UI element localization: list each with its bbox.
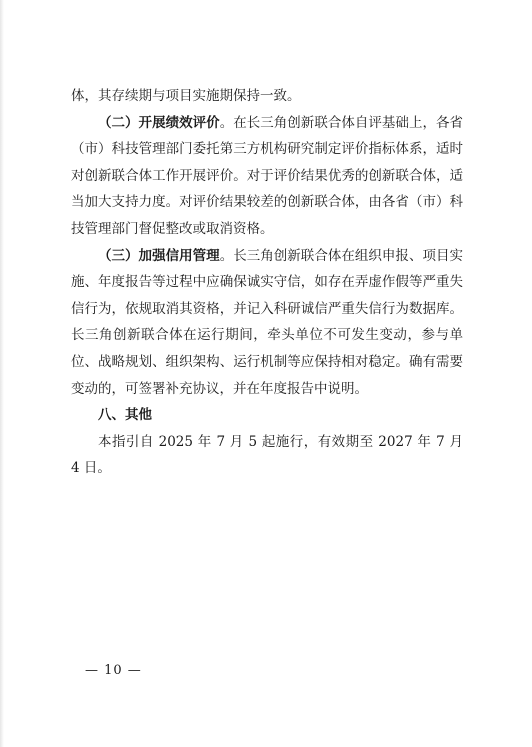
paragraph-body-credit-management: 。长三角创新联合体在组织申报、项目实施、年度报告等过程中应确保诚实守信，如存在弄虚作假等严重失信行为，依规取消其资格，并记入科研诚信严重失信行为数据库。长三角创新联合体在运行期间，牵头单位不可发生变动，参与单位、战略规划、组织架构、运行机制等应保持相对稳定。确有需要变动的，可签署补充协议，并在年度报告中说明。 bbox=[71, 247, 464, 397]
document-body bbox=[71, 83, 463, 482]
paragraph-body-performance-evaluation: 。在长三角创新联合体自评基础上，各省（市）科技管理部门委托第三方机构研究制定评价指标体系，适时对创新联合体工作开展评价。对于评价结果优秀的创新联合体，适当加大支持力度。对评价结果较差的创新联合体，由各省（市）科技管理部门督促整改或取消资格。 bbox=[71, 114, 464, 237]
paragraph-performance-evaluation bbox=[71, 110, 463, 243]
paragraph-continuation: 体，其存续期与项目实施期保持一致。 bbox=[71, 88, 301, 104]
paragraph-effective-date: 本指引自 2025 年 7 月 5 起施行，有效期至 2027 年 7 月 4 日。 bbox=[71, 433, 463, 477]
page-edge-shadow bbox=[0, 0, 4, 747]
page-number: — 10 — bbox=[85, 663, 142, 678]
paragraph-lead-credit-management: （三）加强信用管理 bbox=[98, 247, 220, 264]
paragraph-lead-performance-evaluation: （二）开展绩效评价 bbox=[98, 114, 220, 131]
paragraph-credit-management bbox=[71, 243, 463, 403]
section-heading-other: 八、其他 bbox=[98, 407, 152, 424]
